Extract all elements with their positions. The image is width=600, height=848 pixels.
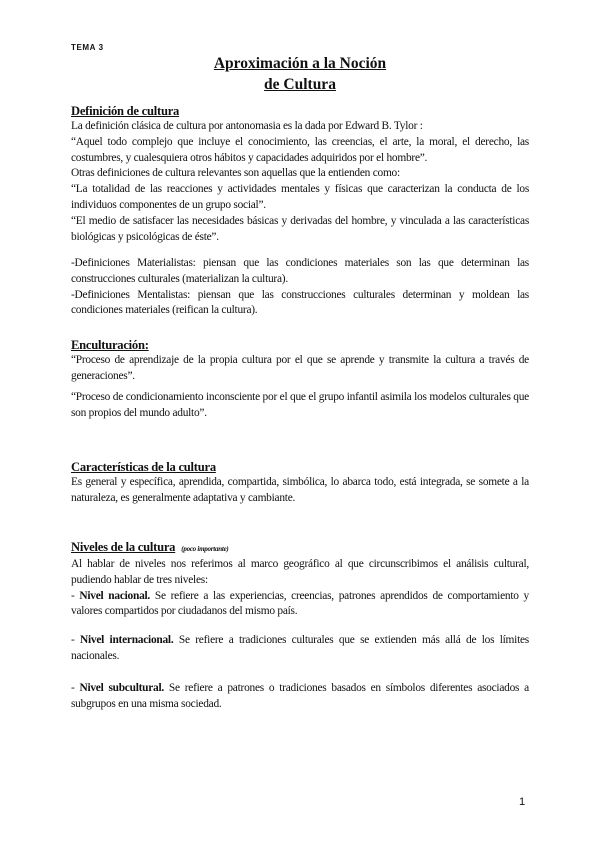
paragraph: “Proceso de aprendizaje de la propia cultura por el que se aprende y transmite la cultura a través de generaciones”. <box>71 354 529 382</box>
section-heading-enculturacion: Enculturación: <box>71 338 149 352</box>
section-enculturacion-2 <box>71 390 529 422</box>
section-heading-niveles <box>71 539 529 557</box>
chapter-label: TEMA 3 <box>71 43 104 52</box>
list-prefix: - <box>71 634 81 646</box>
section-definicion <box>71 103 529 245</box>
paragraph: La definición clásica de cultura por antonomasia es la dada por Edward B. Tylor : <box>71 120 423 132</box>
page-number: 1 <box>519 796 526 808</box>
term-description: Se refiere a las experiencias, creencias, patrones aprendidos de comportamiento y valores compartidos por ciudadanos del mismo país. <box>71 589 529 618</box>
paragraph: “Proceso de condicionamiento inconsciente por el que el grupo infantil asimila los modelos culturales que son propios del mundo adulto”. <box>71 391 529 419</box>
section-caracteristicas <box>71 459 529 507</box>
paragraph: “La totalidad de las reacciones y actividades mentales y físicas que caracterizan la conducta de los individuos componentes de un grupo social”. <box>71 183 529 211</box>
paragraph: -Definiciones Materialistas: piensan que las condiciones materiales son las que determinan las construcciones culturales (materializan la cultura). <box>71 257 529 285</box>
section-niveles <box>71 539 529 620</box>
section-enculturacion <box>71 337 529 385</box>
term-description: Se refiere a patrones o tradiciones basados en símbolos diferentes asociados a subgrupos en una misma sociedad. <box>71 682 529 710</box>
heading-note: (poco importante) <box>181 545 229 553</box>
document-title-line-1: Aproximación a la Noción <box>213 55 387 72</box>
paragraph: Otras definiciones de cultura relevantes son aquellas que la entienden como: <box>71 167 400 180</box>
list-prefix: - <box>71 682 80 694</box>
paragraph: Es general y específica, aprendida, compartida, simbólica, lo abarca todo, está integrada, se somete a la naturaleza, es generalmente adaptativa y cambiante. <box>71 476 529 504</box>
term-nivel-subcultural: Nivel subcultural. <box>79 682 164 694</box>
term-nivel-nacional: Nivel nacional. <box>79 589 151 602</box>
paragraph: “Aquel todo complejo que incluye el conocimiento, las creencias, el arte, la moral, el derecho, las costumbres, y cualesquiera otros hábitos y capacidades adquiridos por el hombre”. <box>71 135 529 164</box>
section-heading-niveles-text: Niveles de la cultura <box>71 540 176 554</box>
section-nivel-internacional <box>71 633 529 665</box>
list-item-nivel-internacional <box>71 633 529 665</box>
term-nivel-internacional: Nivel internacional. <box>80 634 174 646</box>
list-item-nivel-nacional <box>71 589 529 621</box>
section-definiciones-tipos <box>71 256 529 319</box>
paragraph: -Definiciones Mentalistas: piensan que las construcciones culturales determinan y moldean las condiciones materiales (reifican la cultura). <box>71 288 529 317</box>
section-heading-definicion: Definición de cultura <box>71 104 180 118</box>
section-heading-caracteristicas: Características de la cultura <box>71 460 216 474</box>
document-title-line-2: de Cultura <box>264 76 336 93</box>
paragraph: “El medio de satisfacer las necesidades básicas y derivadas del hombre, y vinculada a las características biológicas y psicológicas de éste”. <box>71 214 529 243</box>
list-prefix: - <box>71 589 80 602</box>
paragraph: Al hablar de niveles nos referimos al marco geográfico al que circunscribimos el análisis cultural, pudiendo hablar de tres niveles: <box>71 558 529 586</box>
list-item-nivel-subcultural <box>71 681 529 713</box>
term-description: Se refiere a tradiciones culturales que se extienden más allá de los límites nacionales. <box>71 634 529 662</box>
section-nivel-subcultural <box>71 681 529 713</box>
